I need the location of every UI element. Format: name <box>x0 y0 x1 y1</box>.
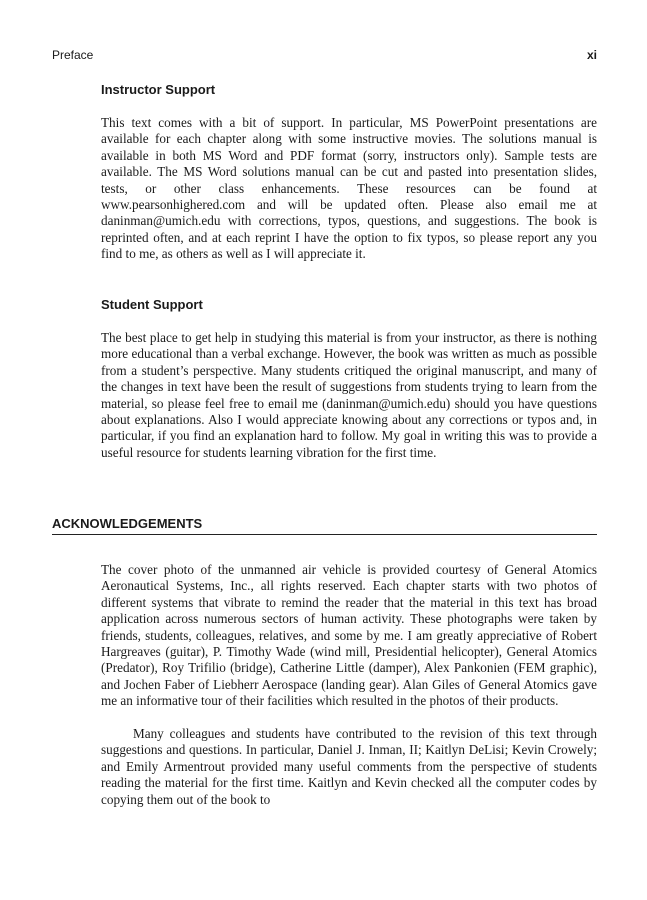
instructor-support-heading: Instructor Support <box>101 82 216 97</box>
student-support-heading: Student Support <box>101 297 203 312</box>
student-support-paragraph: The best place to get help in studying this material is from your instructor, as there is nothing more educational than a verbal exchange. However, the book was written as much as possible from a student’s perspective. Many students critiqued the original manuscript, and many of the changes in text have been the result of suggestions from students trying to learn from the material, so please feel free to email me (daninman@umich.edu) should you have questions about explanations. Also I would appreciate knowing about any corrections or typos and, in particular, if you find an explanation hard to follow. My goal in writing this was to provide a useful resource for students learning vibration for the first time. <box>101 330 597 460</box>
acknowledgements-paragraph-2: Many colleagues and students have contributed to the revision of this text through suggestions and questions. In particular, Daniel J. Inman, II; Kaitlyn DeLisi; Kevin Crowely; and Emily Armentrout provided many useful comments from the perspective of students reading the material for the first time. Kaitlyn and Kevin checked all the computer codes by copying them out of the book to <box>101 726 597 807</box>
instructor-support-paragraph: This text comes with a bit of support. In particular, MS PowerPoint presentations are available for each chapter along with some instructive movies. The solutions manual is available in both MS Word and PDF format (sorry, instructors only). Sample tests are available. The MS Word solutions manual can be cut and pasted into presentation slides, tests, or other class enhancements. These resources can be found at www.pearsonhighered.com and will be updated often. Please also email me at daninman@umich.edu with corrections, typos, questions, and suggestions. The book is reprinted often, and at each reprint I have the option to fix typos, so please report any you find to me, as others as well as I will appreciate it. <box>101 115 597 262</box>
running-header-section: Preface <box>52 48 94 62</box>
acknowledgements-paragraph-1: The cover photo of the unmanned air vehicle is provided courtesy of General Atomics Aeronautical Systems, Inc., all rights reserved. Each chapter starts with two photos of different systems that vibrate to remind the reader that the material in this text has broad application across numerous sectors of human activity. These photographs were taken by friends, students, colleagues, relatives, and some by me. I am greatly appreciative of Robert Hargreaves (guitar), P. Timothy Wade (wind mill, Presidential helicopter), General Atomics (Predator), Roy Trifilio (bridge), Catherine Little (damper), Alex Pankonien (FEM graphic), and Jochen Faber of Liebherr Aerospace (landing gear). Alan Giles of General Atomics gave me an informative tour of their facilities which resulted in the photos of their products. <box>101 562 597 709</box>
page-number: xi <box>586 48 597 62</box>
acknowledgements-heading: ACKNOWLEDGEMENTS <box>52 516 597 535</box>
